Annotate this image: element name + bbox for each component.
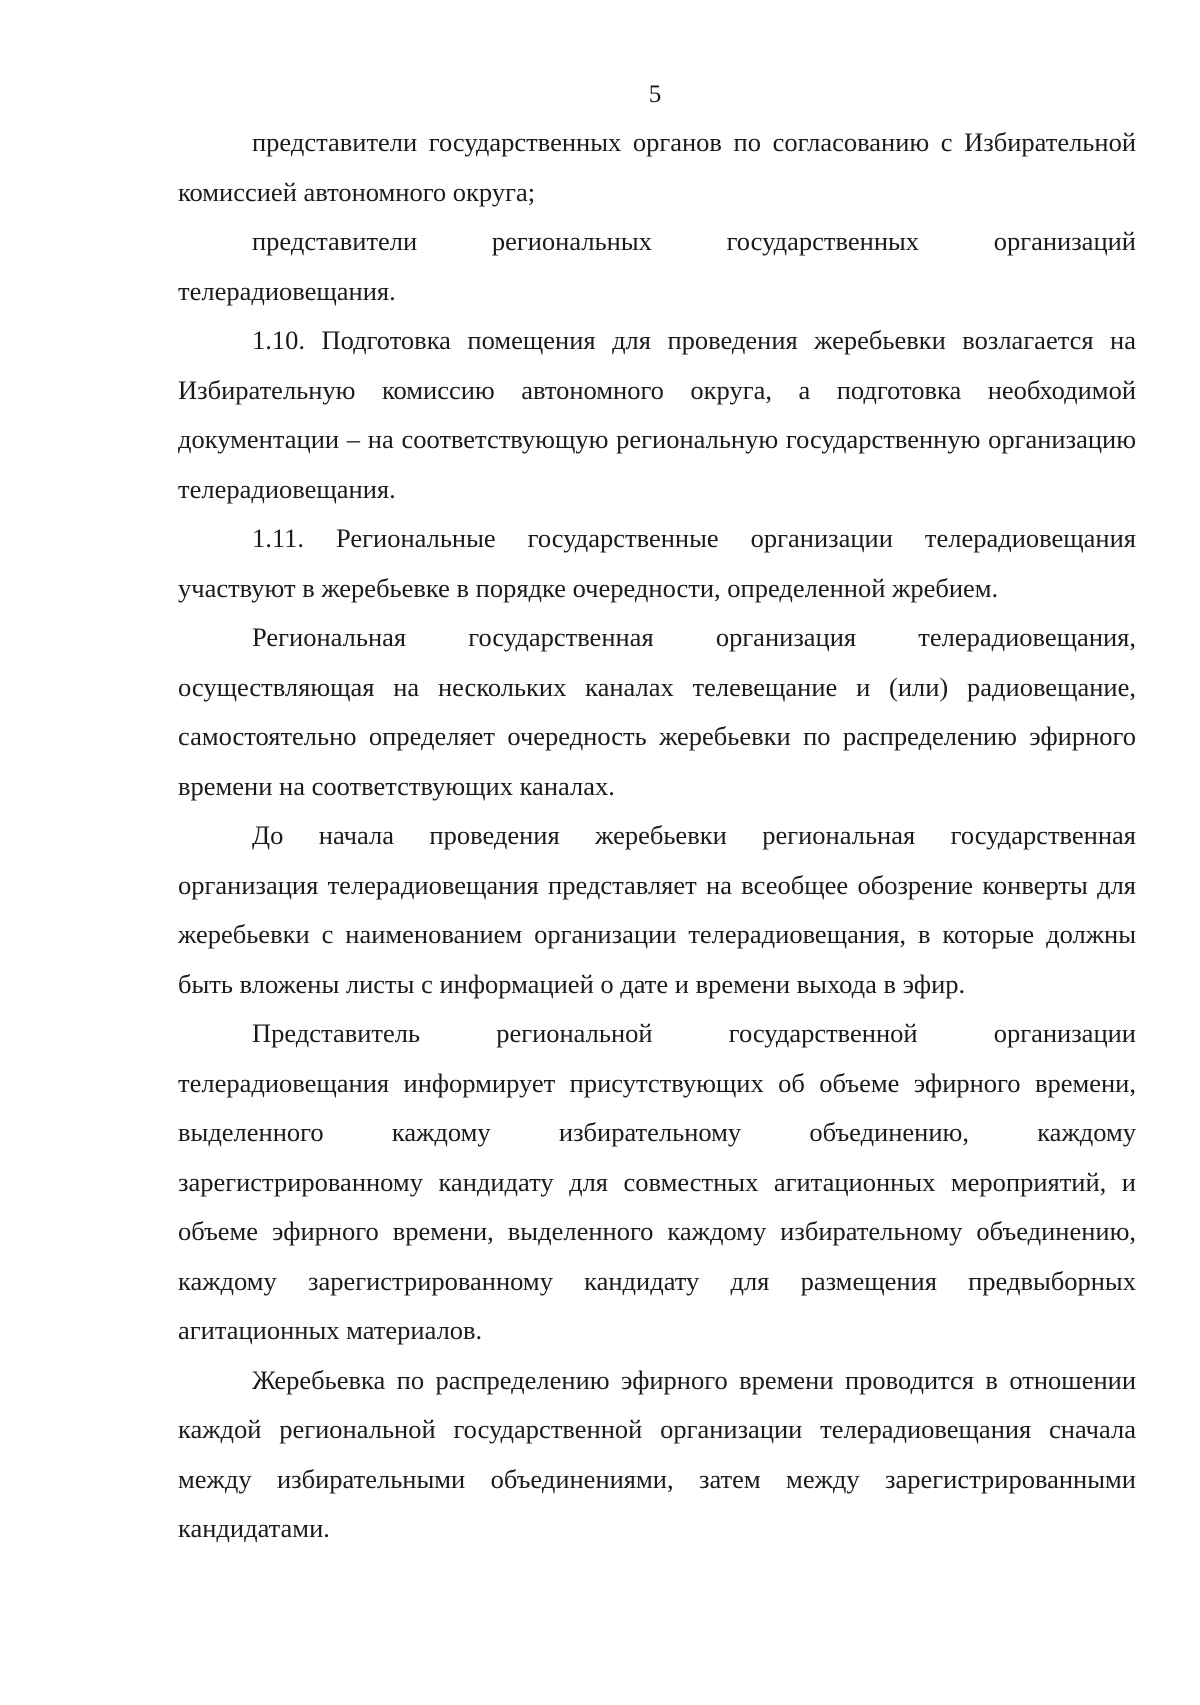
paragraph: представители региональных государственных организаций телерадиовещания. xyxy=(178,226,1136,306)
paragraph: Региональная государственная организация телерадиовещания, осуществляющая на нескольких каналах телевещание и (или) радиовещание, самостоятельно определяет очередность жеребьевки по распределению эфирного времени на соответствующих каналах. xyxy=(178,622,1136,801)
paragraph: Жеребьевка по распределению эфирного времени проводится в отношении каждой региональной государственной организации телерадиовещания сначала между избирательными объединениями, затем между зарегистрированными кандидатами. xyxy=(178,1364,1136,1543)
paragraph: Представитель региональной государственной организации телерадиовещания информирует присутствующих об объеме эфирного времени, выделенного каждому избирательному объединению, каждому зарегистрированному кандидату для совместных агитационных мероприятий, и объеме эфирного времени, выделенного каждому избирательному объединению, каждому зарегистрированному кандидату для размещения предвыборных агитационных материалов. xyxy=(178,1018,1136,1345)
paragraph: представители государственных органов по согласованию с Избирательной комиссией автономного округа; xyxy=(178,127,1136,207)
paragraph: 1.11. Региональные государственные организации телерадиовещания участвуют в жеребьевке в порядке очередности, определенной жребием. xyxy=(178,523,1136,603)
page-number: 5 xyxy=(648,81,662,108)
paragraph: 1.10. Подготовка помещения для проведения жеребьевки возлагается на Избирательную комиссию автономного округа, а подготовка необходимой документации – на соответствующую региональную государственную организацию телерадиовещания. xyxy=(178,325,1136,504)
document-body xyxy=(178,118,1136,1554)
paragraph: До начала проведения жеребьевки региональная государственная организация телерадиовещания представляет на всеобщее обозрение конверты для жеребьевки с наименованием организации телерадиовещания, в которые должны быть вложены листы с информацией о дате и времени выхода в эфир. xyxy=(178,820,1136,999)
